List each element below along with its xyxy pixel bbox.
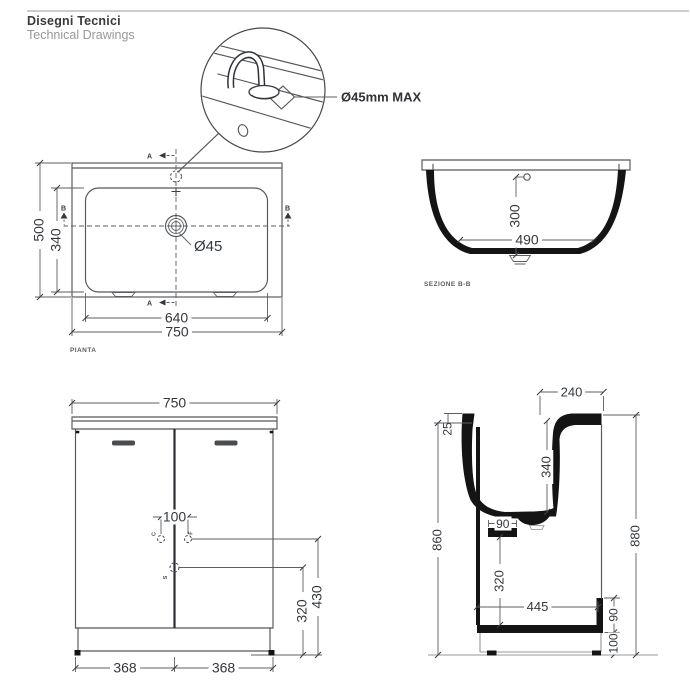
section-marker-a-top — [147, 153, 176, 161]
plan-faucet-mark — [172, 188, 181, 197]
side-plinth-box — [480, 633, 601, 652]
plan-front-notches — [112, 293, 237, 297]
front-door-handle-left — [112, 441, 135, 446]
front-worktop-band — [72, 417, 277, 429]
side-dim-plinth-height: 90 — [606, 608, 621, 622]
side-foot-right — [592, 651, 601, 656]
section-marker-a-bottom — [147, 300, 176, 308]
front-door-handle-right — [215, 441, 238, 446]
section-arrow-icon — [159, 300, 166, 306]
plan-drain-diameter: Ø45 — [194, 238, 223, 255]
side-dim-base-depth: 445 — [526, 599, 549, 615]
section-arrow-icon — [61, 213, 68, 219]
front-hinge-right — [270, 431, 274, 434]
page-subtitle: Technical Drawings — [27, 28, 135, 43]
side-foot-left — [487, 651, 497, 656]
section-caption: SEZIONE B-B — [424, 281, 471, 288]
side-section-view — [428, 385, 658, 659]
side-dim-basin-depth: 340 — [538, 456, 554, 478]
side-dim-rim-thickness: 25 — [440, 422, 455, 436]
plan-view — [31, 149, 292, 354]
plan-dim-inner-width: 640 — [164, 309, 189, 326]
marker-a-top-label: A — [147, 153, 153, 161]
overflow-hole-icon — [237, 123, 250, 137]
plan-caption: PIANTA — [70, 347, 97, 354]
front-dim-width: 750 — [162, 394, 187, 411]
section-arrow-icon — [159, 153, 166, 159]
front-dim-holes-height: 430 — [308, 585, 325, 609]
side-dim-trap-width: 90 — [496, 516, 510, 531]
section-dim-depth: 300 — [506, 204, 523, 228]
max-hole-callout: Ø45mm MAX — [341, 89, 422, 105]
plan-dim-outer-width: 750 — [165, 323, 189, 340]
section-faucet-hole — [524, 174, 530, 180]
side-dim-foot-height: 100 — [606, 633, 621, 654]
front-hinge-left — [76, 431, 80, 434]
section-marker-b-right — [285, 206, 292, 227]
side-dim-trap-height: 320 — [491, 570, 507, 592]
front-dim-hole-spacing: 100 — [162, 508, 187, 525]
side-dim-total-height: 880 — [627, 525, 643, 547]
front-dim-door-right: 368 — [211, 659, 236, 676]
plan-dim-outer-depth: 500 — [30, 218, 47, 242]
section-bb-view — [422, 160, 630, 288]
front-dim-ticks — [69, 400, 321, 671]
front-view — [69, 395, 325, 676]
section-dim-bottom-width: 490 — [515, 231, 539, 248]
section-arrow-icon — [285, 213, 292, 219]
plan-centerlines — [63, 149, 290, 309]
side-base-bar — [477, 625, 603, 633]
plan-basin-outline — [86, 188, 268, 292]
marker-b-left-label: B — [61, 205, 67, 213]
side-plinth-support — [597, 598, 604, 633]
detail-leader-line — [178, 134, 218, 172]
plan-dim-ticks — [37, 160, 285, 335]
front-foot-left — [75, 650, 81, 656]
marker-a-bottom-label: A — [147, 300, 153, 308]
section-rim-band — [422, 160, 630, 170]
plan-drain — [166, 216, 187, 237]
front-ext-bottom — [76, 657, 274, 672]
front-dim-door-left: 368 — [113, 659, 137, 676]
front-plinth — [78, 628, 270, 651]
side-cabinet-panel — [476, 427, 480, 625]
side-dim-deck-depth: 240 — [560, 384, 583, 400]
faucet-detail-magnifier — [178, 28, 422, 172]
front-hole-hot-label: C — [151, 532, 158, 536]
plan-drain-leader — [180, 234, 192, 246]
front-foot-right — [269, 650, 275, 656]
side-drain-stub — [530, 526, 545, 530]
front-hot-water-hole — [158, 536, 165, 543]
front-hole-cold-label: F — [188, 531, 195, 535]
marker-b-right-label: B — [285, 205, 291, 213]
front-dim-drain-height: 320 — [293, 599, 310, 623]
section-drain-outlet — [510, 256, 531, 265]
front-hole-drain-label: S — [162, 575, 169, 580]
detail-interior — [201, 42, 330, 138]
front-cold-water-hole — [185, 536, 192, 543]
side-dim-worktop-height: 860 — [429, 529, 445, 551]
plan-dim-inner-depth: 340 — [47, 228, 64, 252]
side-basin-profile — [462, 414, 602, 526]
page-title: Disegni Tecnici — [27, 14, 121, 28]
